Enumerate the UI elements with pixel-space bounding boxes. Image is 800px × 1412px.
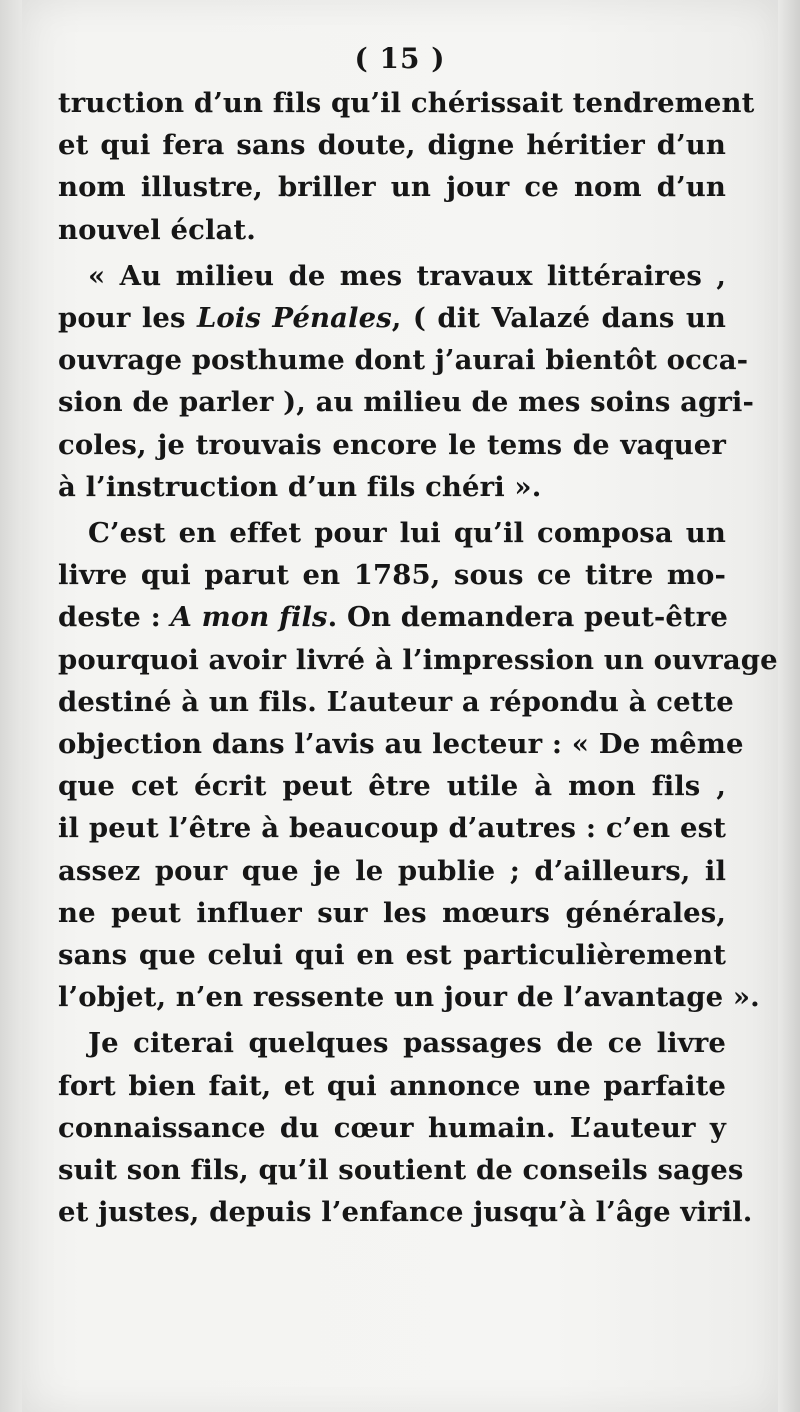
text-line: C’est en effet pour lui qu’il composa un (88, 517, 726, 550)
text-line: truction d’un fils qu’il chérissait tendrement (58, 87, 755, 119)
text-line: et qui fera sans doute, digne héritier d’un (58, 129, 726, 162)
text-line: l’objet, n’en ressente un jour de l’avantage ». (58, 981, 760, 1014)
paragraph-4 (58, 1022, 753, 1233)
italic-title: A mon fils (170, 601, 328, 634)
text-line: et justes, depuis l’enfance jusqu’à l’âge viril. (58, 1196, 753, 1229)
text-line: à l’instruction d’un fils chéri ». (58, 470, 542, 503)
page-edge-left (0, 0, 24, 1412)
text-line: sans que celui qui en est particulièrement (58, 939, 726, 972)
paragraph-2 (58, 255, 754, 508)
text-line: Je citerai quelques passages de ce livre (88, 1027, 726, 1060)
text-line: livre qui parut en 1785, sous ce titre mo- (58, 559, 726, 592)
page-edge-right (778, 0, 800, 1412)
text-line: deste : A mon fils. On demandera peut-être (58, 601, 728, 634)
text-line: nouvel éclat. (58, 213, 256, 246)
text-line: fort bien fait, et qui annonce une parfaite (58, 1069, 726, 1102)
text-line: « Au milieu de mes travaux littéraires , (88, 259, 726, 292)
text-line: que cet écrit peut être utile à mon fils , (58, 770, 726, 803)
text-line: assez pour que je le publie ; d’ailleurs, il (58, 854, 726, 887)
paragraph-3 (58, 512, 778, 1018)
body-text (58, 82, 778, 1237)
text-line: connaissance du cœur humain. L’auteur y (58, 1111, 726, 1144)
text-line: nom illustre, briller un jour ce nom d’un (58, 171, 726, 204)
text-line: sion de parler ), au milieu de mes soins agri- (58, 386, 754, 419)
italic-title: Lois Pénales (197, 302, 392, 335)
text-line: coles, je trouvais encore le tems de vaquer (58, 428, 726, 461)
text-line: il peut l’être à beaucoup d’autres : c’en est (58, 812, 726, 845)
page-number: ( 15 ) (354, 42, 446, 75)
text-line: pour les Lois Pénales, ( dit Valazé dans un (58, 302, 727, 335)
text-line: ne peut influer sur les mœurs générales, (58, 896, 726, 929)
text-line: ouvrage posthume dont j’aurai bientôt occa- (58, 344, 749, 377)
paragraph-1 (58, 82, 755, 251)
text-line: suit son fils, qu’il soutient de conseils sages (58, 1154, 744, 1187)
text-line: pourquoi avoir livré à l’impression un ouvrage (58, 643, 778, 676)
text-line: destiné à un fils. L’auteur a répondu à cette (58, 685, 734, 718)
text-line: objection dans l’avis au lecteur : « De même (58, 728, 744, 761)
